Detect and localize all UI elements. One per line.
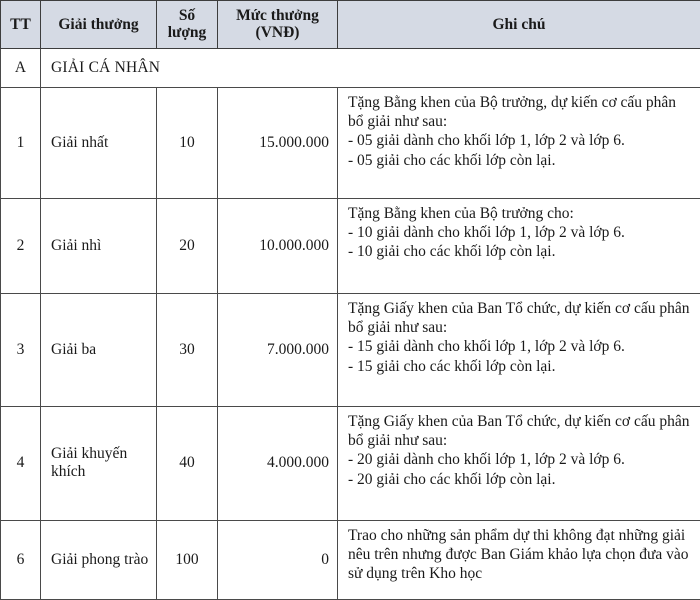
note-line: - 20 giải dành cho khối lớp 1, lớp 2 và lớp 6.	[348, 450, 694, 469]
note-line: Tặng Bằng khen của Bộ trưởng cho:	[348, 204, 694, 223]
column-header-quantity	[157, 1, 218, 49]
row-amount: 4.000.000	[218, 406, 338, 520]
table-row	[1, 520, 700, 599]
row-amount: 10.000.000	[218, 198, 338, 293]
note-line: - 15 giải dành cho khối lớp 1, lớp 2 và lớp 6.	[348, 337, 694, 356]
note-line: - 20 giải cho các khối lớp còn lại.	[348, 470, 694, 489]
column-header-note: Ghi chú	[338, 1, 700, 49]
row-prize: Giải nhất	[41, 87, 157, 198]
header-row	[1, 1, 700, 49]
table-row	[1, 198, 700, 293]
row-note	[338, 520, 700, 599]
row-prize: Giải phong trào	[41, 520, 157, 599]
row-prize: Giải ba	[41, 293, 157, 406]
table-body	[1, 48, 700, 599]
row-tt: 1	[1, 87, 41, 198]
row-note	[338, 198, 700, 293]
note-line: - 10 giải dành cho khối lớp 1, lớp 2 và lớp 6.	[348, 223, 694, 242]
column-header-amount-line1: Mức thưởng	[221, 7, 334, 24]
note-line: - 10 giải cho các khối lớp còn lại.	[348, 242, 694, 261]
section-tt: A	[1, 48, 41, 87]
row-quantity: 100	[157, 520, 218, 599]
row-note	[338, 406, 700, 520]
column-header-prize: Giải thưởng	[41, 1, 157, 49]
note-line: - 05 giải dành cho khối lớp 1, lớp 2 và lớp 6.	[348, 131, 694, 150]
table-row	[1, 293, 700, 406]
column-header-tt: TT	[1, 1, 41, 49]
row-quantity: 20	[157, 198, 218, 293]
row-quantity: 30	[157, 293, 218, 406]
column-header-quantity-line1: Số	[160, 7, 214, 24]
row-prize: Giải khuyến khích	[41, 406, 157, 520]
row-note	[338, 87, 700, 198]
note-line: - 05 giải cho các khối lớp còn lại.	[348, 151, 694, 170]
row-tt: 2	[1, 198, 41, 293]
row-quantity: 10	[157, 87, 218, 198]
row-quantity: 40	[157, 406, 218, 520]
note-line: Tặng Giấy khen của Ban Tổ chức, dự kiến cơ cấu phân bổ giải như sau:	[348, 412, 694, 451]
row-tt: 3	[1, 293, 41, 406]
note-line: - 15 giải cho các khối lớp còn lại.	[348, 357, 694, 376]
table-header	[1, 1, 700, 49]
row-tt: 6	[1, 520, 41, 599]
column-header-amount	[218, 1, 338, 49]
table-row	[1, 406, 700, 520]
note-line: Trao cho những sản phẩm dự thi không đạt những giải nêu trên nhưng được Ban Giám khảo lựa chọn đưa vào sử dụng trên Kho học	[348, 526, 694, 584]
row-note	[338, 293, 700, 406]
note-line: Tặng Bằng khen của Bộ trưởng, dự kiến cơ cấu phân bổ giải như sau:	[348, 93, 694, 132]
section-label: GIẢI CÁ NHÂN	[41, 48, 700, 87]
row-amount: 7.000.000	[218, 293, 338, 406]
row-amount: 15.000.000	[218, 87, 338, 198]
note-line: Tặng Giấy khen của Ban Tổ chức, dự kiến cơ cấu phân bổ giải như sau:	[348, 299, 694, 338]
row-amount: 0	[218, 520, 338, 599]
table-row-section	[1, 48, 700, 87]
column-header-quantity-line2: lượng	[160, 24, 214, 41]
table-row	[1, 87, 700, 198]
row-prize: Giải nhì	[41, 198, 157, 293]
row-tt: 4	[1, 406, 41, 520]
column-header-amount-line2: (VNĐ)	[221, 24, 334, 41]
